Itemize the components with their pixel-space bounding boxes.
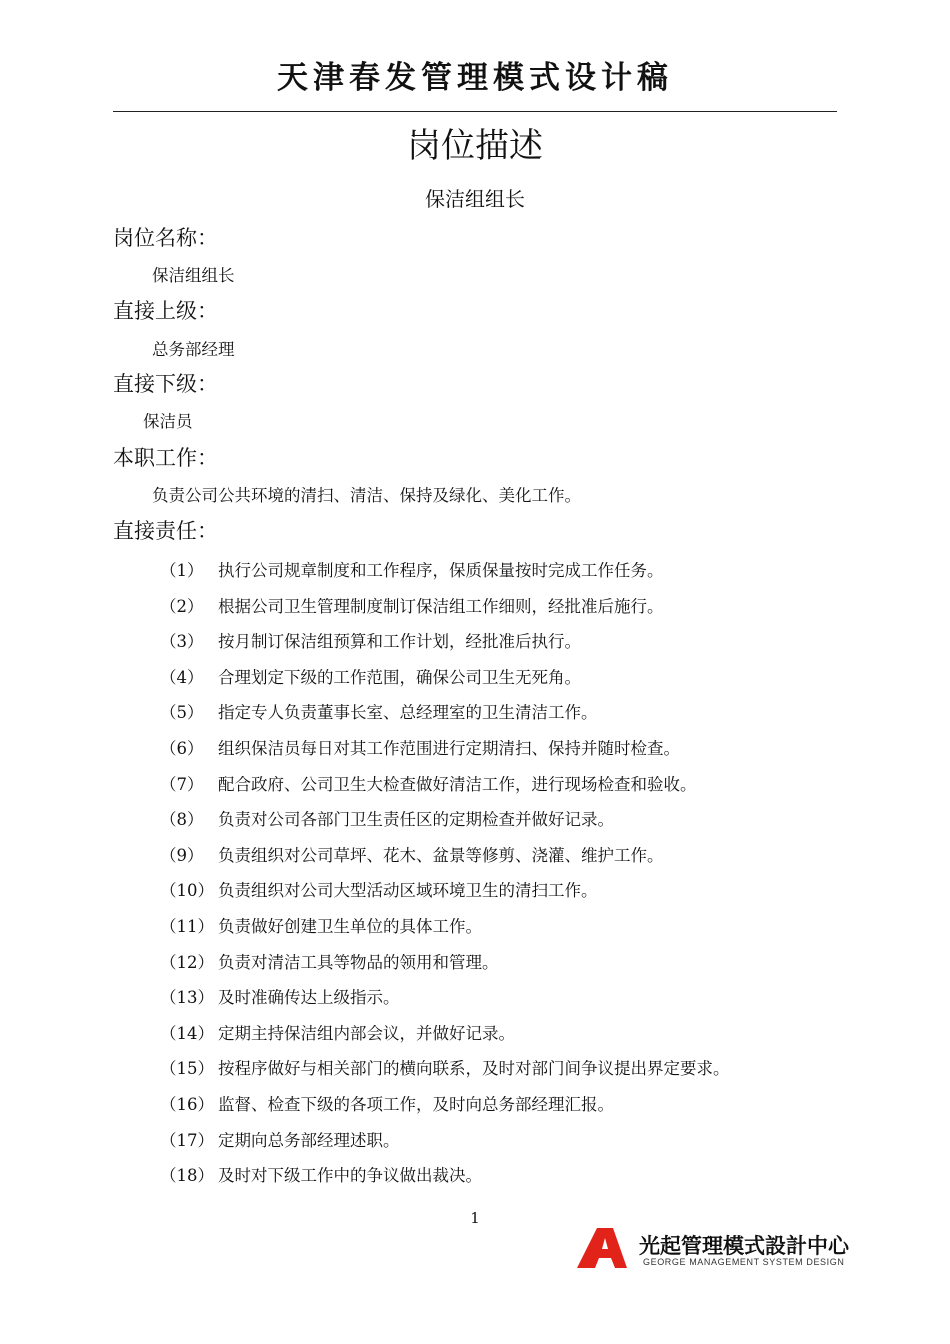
duty-number: （7） [160, 775, 204, 794]
duty-text: 合理划定下级的工作范围，确保公司卫生无死角。 [218, 668, 581, 687]
duty-text: 负责对清洁工具等物品的领用和管理。 [218, 953, 499, 972]
duty-text: 组织保洁员每日对其工作范围进行定期清扫、保持并随时检查。 [218, 739, 680, 758]
logo-chinese-name: 光起管理模式設計中心 [639, 1234, 849, 1258]
duty-number: （2） [160, 597, 204, 616]
duty-text: 负责组织对公司大型活动区域环境卫生的清扫工作。 [218, 881, 598, 900]
duty-number: （5） [160, 703, 204, 722]
main-duty-value: 负责公司公共环境的清扫、清洁、保持及绿化、美化工作。 [152, 486, 581, 505]
duty-number: （9） [160, 846, 204, 865]
duty-number: （3） [160, 632, 204, 651]
direct-superior-value: 总务部经理 [152, 340, 235, 359]
direct-responsibility-label: 直接责任： [113, 519, 218, 543]
duty-number: （11） [160, 917, 214, 936]
duty-text: 及时准确传达上级指示。 [218, 988, 400, 1007]
page-number: 1 [470, 1209, 480, 1227]
duty-number: （12） [160, 953, 214, 972]
duty-number: （17） [160, 1131, 214, 1150]
logo-a-mark-icon [575, 1226, 637, 1270]
duty-number: （16） [160, 1095, 214, 1114]
header-divider [113, 111, 837, 112]
duty-number: （6） [160, 739, 204, 758]
duty-text: 负责组织对公司草坪、花木、盆景等修剪、浇灌、维护工作。 [218, 846, 664, 865]
duty-text: 按程序做好与相关部门的横向联系，及时对部门间争议提出界定要求。 [218, 1059, 730, 1078]
logo-english-name: GEORGE MANAGEMENT SYSTEM DESIGN [643, 1257, 845, 1267]
duty-text: 负责做好创建卫生单位的具体工作。 [218, 917, 482, 936]
duty-number: （14） [160, 1024, 214, 1043]
duty-number: （10） [160, 881, 214, 900]
document-title: 岗位描述 [407, 126, 543, 166]
duty-text: 根据公司卫生管理制度制订保洁组工作细则，经批准后施行。 [218, 597, 664, 616]
position-name-value: 保洁组组长 [152, 266, 235, 285]
duty-text: 负责对公司各部门卫生责任区的定期检查并做好记录。 [218, 810, 614, 829]
duty-text: 按月制订保洁组预算和工作计划，经批准后执行。 [218, 632, 581, 651]
direct-superior-label: 直接上级： [113, 299, 218, 323]
duty-text: 监督、检查下级的各项工作，及时向总务部经理汇报。 [218, 1095, 614, 1114]
duty-number: （4） [160, 668, 204, 687]
duty-number: （18） [160, 1166, 214, 1185]
header-title: 天津春发管理模式设计稿 [277, 60, 673, 96]
main-duty-label: 本职工作： [113, 446, 218, 470]
duty-number: （15） [160, 1059, 214, 1078]
duty-text: 及时对下级工作中的争议做出裁决。 [218, 1166, 482, 1185]
duty-number: （13） [160, 988, 214, 1007]
duty-text: 定期主持保洁组内部会议，并做好记录。 [218, 1024, 515, 1043]
duty-text: 配合政府、公司卫生大检查做好清洁工作，进行现场检查和验收。 [218, 775, 697, 794]
duty-number: （1） [160, 561, 204, 580]
duty-text: 定期向总务部经理述职。 [218, 1131, 400, 1150]
direct-subordinate-value: 保洁员 [143, 412, 193, 431]
duty-text: 执行公司规章制度和工作程序，保质保量按时完成工作任务。 [218, 561, 664, 580]
duty-text: 指定专人负责董事长室、总经理室的卫生清洁工作。 [218, 703, 598, 722]
document-subtitle: 保洁组组长 [425, 187, 525, 211]
position-name-label: 岗位名称： [113, 226, 218, 250]
duty-number: （8） [160, 810, 204, 829]
direct-subordinate-label: 直接下级： [113, 372, 218, 396]
footer-logo [575, 1226, 849, 1270]
